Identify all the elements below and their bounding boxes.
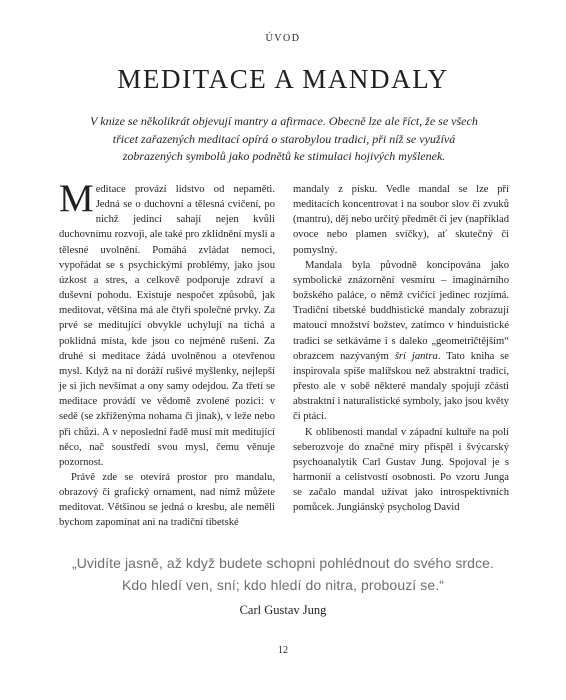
- quote-line-1: „Uvidíte jasně, až když budete schopni pohlédnout do svého srdce.: [71, 555, 495, 571]
- paragraph-1-text: editace provází lidstvo od nepaměti. Jedná se o duchovní a tělesná cvičení, po nichž jedinci sahají nejen kvůli duchovnímu rozvoji, ale také pro zklidnění mysli a tělesné uvolnění. Pomáhá zvládat nemoci, vypořádat se s psychickými problémy, jako jsou úzkost a stres, a celkově podporuje zdraví a duševní pohodu. Existuje nespočet způsobů, jak meditovat, většina má ale čtyři společné prvky. Za prvé se meditující obvykle uchylují na tichá a poklidná místa, kde jsou co nejméně rušeni. Za druhé si meditace žádá uvolněnou a otevřenou mysl. Když na ni doráží rušivé myšlenky, nejlepší je si jich nevšímat a ony samy odejdou. Za třetí se meditace provádí ve vědomě zvolené pozici: v sedě (se zkříženýma nohama či jinak), v leže nebo při chůzi. A v neposlední řadě musí mít meditující něco, nač soustředí svou mysl, čemu věnuje pozornost.: [59, 184, 275, 468]
- quote-line-2: Kdo hledí ven, sní; kdo hledí do nitra, probouzí se.“: [121, 577, 445, 593]
- paragraph-4-text: Mandala byla původně koncipována jako symbolické znázornění vesmíru – imaginárního božského paláce, o němž cvičící jedinec rozjímá. Tradiční tibetské buddhistické mandaly zobrazují matoucí množství božstev, zatímco v hinduistické tradici se setkáváme i s daleko „geometričtějším“ obrazcem nazývaným: [293, 259, 509, 362]
- sri-yantra-term: šrí jantra: [394, 350, 438, 362]
- drop-cap: M: [59, 177, 94, 220]
- intro-paragraph: V knize se několikrát objevují mantry a afirmace. Obecně lze ale říct, že se všech třicet zařazených meditací opírá o starobylou tradici, při níž se využívá zobrazených symbolů jako podnětů ke stimulaci hojivých myšlenek.: [90, 114, 478, 163]
- paragraph-3: mandaly z písku. Vedle mandal se lze při meditacích koncentrovat i na soubor slov či zvuků (mantru), děj nebo určitý předmět či jev (například ovoce nebo plamen svíčky), ať skutečný či pomyslný.: [293, 184, 509, 256]
- paragraph-4-end: . Tato kniha se inspirovala spíše malířskou než abstraktní tradicí, přesto ale v sobě některé mandaly spojují zčásti abstraktní i naturalistické symboly, jako jsou květy či ptáci.: [293, 350, 509, 423]
- paragraph-2: Právě zde se otevírá prostor pro mandalu, obrazový či grafický ornament, nad nímž můžete meditovat. Většinou se jedná o kresbu, ale neměli bychom zapomínat ani na tradiční tibetské: [59, 471, 275, 529]
- quote-author: Carl Gustav Jung: [239, 603, 327, 617]
- paragraph-4: [293, 258, 509, 425]
- page-number: 12: [278, 645, 288, 656]
- running-head: ÚVOD: [265, 33, 301, 44]
- left-column: [59, 177, 275, 531]
- paragraph-1: [59, 177, 275, 470]
- pull-quote: [0, 552, 566, 618]
- chapter-title: MEDITACE A MANDALY: [117, 64, 449, 94]
- body-columns: [59, 177, 509, 531]
- right-column: [293, 182, 509, 531]
- paragraph-5: K oblibenosti mandal v západní kultuře na poli seberozvoje do značné míry přispěl i švýcarský psychoanalytik Carl Gustav Jung. Spojoval je s harmonií a celistvostí osobnosti. Po vzoru Junga se začalo mandal užívat jako introspektivních pomůcek. Jungiánský psycholog David: [293, 426, 509, 514]
